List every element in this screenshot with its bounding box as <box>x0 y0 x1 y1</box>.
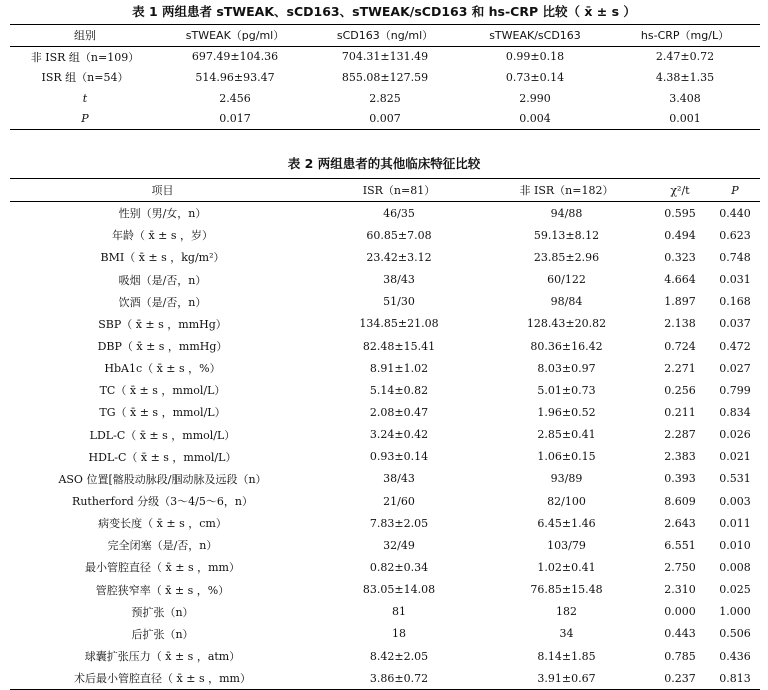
table1-header-hscrp: hs-CRP（mg/L） <box>610 25 760 47</box>
table-cell: 21/60 <box>383 494 415 508</box>
table-cell: 0.323 <box>664 250 696 264</box>
table-cell: 0.026 <box>719 428 751 442</box>
table-cell: 23.85±2.96 <box>533 250 600 264</box>
table-cell: 0.799 <box>719 383 751 397</box>
table-cell: 60/122 <box>547 273 586 287</box>
table-cell: 0.025 <box>719 583 751 597</box>
table-cell: 128.43±20.82 <box>526 317 607 331</box>
table-cell: 34 <box>559 627 574 641</box>
table-cell: 82/100 <box>547 494 586 508</box>
table-cell: 6.45±1.46 <box>537 516 596 530</box>
table-cell: 0.037 <box>719 317 751 331</box>
table1-caption: 表 1 两组患者 sTWEAK、sCD163、sTWEAK/sCD163 和 hs-CRP 比较（ x̄ ± s ） <box>132 4 636 19</box>
row-label: HDL-C（ x̄ ± s ，mmol/L） <box>88 450 237 464</box>
table-cell: 0.000 <box>664 605 696 619</box>
table-cell: 8.03±0.97 <box>537 361 596 375</box>
table-row <box>10 313 760 335</box>
table-cell: 0.724 <box>664 339 696 353</box>
row-label: DBP（ x̄ ± s ，mmHg） <box>97 340 228 354</box>
row-label: 性别（男/女，n） <box>118 207 207 221</box>
row-label: 预扩张（n） <box>131 605 194 619</box>
table-cell: 0.010 <box>719 538 751 552</box>
table2-header-item: 项目 <box>10 179 315 202</box>
table-cell: 8.42±2.05 <box>369 649 429 663</box>
table-cell: 93/89 <box>550 472 583 486</box>
table-cell: 1.897 <box>664 295 696 309</box>
table-cell: 2.08±0.47 <box>369 405 429 419</box>
table-cell: 5.01±0.73 <box>537 383 596 397</box>
table-cell: 0.237 <box>664 671 696 685</box>
table-row <box>10 202 760 225</box>
row-label: 管腔狭窄率（ x̄ ± s ，%） <box>95 583 230 597</box>
row-label: Rutherford 分级（3～4/5～6，n） <box>72 495 253 509</box>
table2-header-p: P <box>710 179 760 202</box>
table1-header-ratio: sTWEAK/sCD163 <box>460 25 610 47</box>
table1-header-stweak: sTWEAK（pg/ml） <box>160 25 310 47</box>
table-cell: 2.271 <box>664 361 696 375</box>
row-label: 完全闭塞（是/否，n） <box>107 539 218 553</box>
table-cell: 0.494 <box>664 228 696 242</box>
table-cell: 0.623 <box>719 228 751 242</box>
table-cell: 7.83±2.05 <box>369 516 429 530</box>
table-cell: 6.551 <box>664 538 696 552</box>
table1-body <box>10 46 760 129</box>
table-row <box>10 512 760 534</box>
table-cell: 855.08±127.59 <box>341 70 429 84</box>
table-cell: 0.595 <box>664 206 696 220</box>
table-cell: 0.813 <box>719 671 751 685</box>
table-cell: 4.664 <box>664 273 696 287</box>
table-row <box>10 645 760 667</box>
table-cell: 76.85±15.48 <box>530 583 603 597</box>
table-row <box>10 67 760 88</box>
table-cell: 514.96±93.47 <box>195 70 275 84</box>
row-label: 球囊扩张压力（ x̄ ± s ，atm） <box>84 650 241 664</box>
table-cell: 0.004 <box>519 112 551 126</box>
row-label: SBP（ x̄ ± s ，mmHg） <box>98 317 227 331</box>
table-cell: 0.436 <box>719 649 751 663</box>
row-label: LDL-C（ x̄ ± s ，mmol/L） <box>89 428 236 442</box>
row-label: 病变长度（ x̄ ± s ，cm） <box>98 517 227 531</box>
table-row <box>10 224 760 246</box>
table2-caption: 表 2 两组患者的其他临床特征比较 <box>287 156 481 171</box>
table-cell: 0.011 <box>719 516 751 530</box>
row-label: TC（ x̄ ± s ，mmol/L） <box>99 384 226 398</box>
table-cell: 38/43 <box>383 472 415 486</box>
table-row <box>10 108 760 129</box>
table-row <box>10 269 760 291</box>
table-cell: 0.73±0.14 <box>505 70 565 84</box>
table-cell: 0.82±0.34 <box>369 560 429 574</box>
table-row <box>10 335 760 357</box>
table-row <box>10 88 760 109</box>
table2-header-stat: χ²/t <box>650 179 710 202</box>
table-cell: 98/84 <box>550 295 583 309</box>
table-cell: 0.440 <box>719 206 751 220</box>
table-cell: 2.643 <box>664 516 696 530</box>
table-row <box>10 534 760 556</box>
row-label: 术后最小管腔直径（ x̄ ± s ，mm） <box>74 672 251 686</box>
table-cell: 0.506 <box>719 627 751 641</box>
table-cell: 0.021 <box>719 450 751 464</box>
table-cell: 103/79 <box>547 538 586 552</box>
table-cell: 134.85±21.08 <box>359 317 439 331</box>
table2-header-non-isr: 非 ISR（n=182） <box>483 179 650 202</box>
table-row <box>10 46 760 67</box>
table-row <box>10 424 760 446</box>
table-cell: 38/43 <box>383 273 415 287</box>
table-cell: 1.000 <box>719 605 751 619</box>
table-cell: 2.138 <box>664 317 696 331</box>
table-cell: 94/88 <box>550 206 583 220</box>
table-cell: 4.38±1.35 <box>655 70 715 84</box>
table-cell: 0.93±0.14 <box>369 450 429 464</box>
table-cell: 23.42±3.12 <box>366 250 432 264</box>
table-cell: 3.24±0.42 <box>369 428 429 442</box>
table-row <box>10 246 760 268</box>
row-label: 饮酒（是/否，n） <box>118 295 207 309</box>
table-row <box>10 468 760 490</box>
table-cell: 82.48±15.41 <box>362 339 436 353</box>
table-cell: 697.49±104.36 <box>191 50 279 64</box>
table-cell: 0.393 <box>664 472 696 486</box>
table-cell: 8.609 <box>664 494 696 508</box>
table-cell: 0.834 <box>719 405 751 419</box>
table-cell: 0.027 <box>719 361 751 375</box>
row-label: ISR 组（n=54） <box>41 71 129 85</box>
table-cell: 2.750 <box>664 560 696 574</box>
table-cell: 1.96±0.52 <box>537 405 596 419</box>
table-cell: 80.36±16.42 <box>530 339 603 353</box>
table-cell: 3.408 <box>669 91 701 105</box>
row-label: 年龄（ x̄ ± s ，岁） <box>111 229 214 243</box>
table-cell: 18 <box>392 627 406 641</box>
row-label: 最小管腔直径（ x̄ ± s ，mm） <box>85 561 240 575</box>
table-row <box>10 490 760 512</box>
table-row <box>10 291 760 313</box>
table-cell: 59.13±8.12 <box>533 228 600 242</box>
row-label: P <box>81 112 89 126</box>
table-cell: 0.008 <box>719 560 751 574</box>
table-cell: 2.990 <box>519 91 551 105</box>
table-row <box>10 601 760 623</box>
table-cell: 2.310 <box>664 583 696 597</box>
table-cell: 46/35 <box>383 206 415 220</box>
table-cell: 0.003 <box>719 494 751 508</box>
table-cell: 2.85±0.41 <box>537 428 596 442</box>
table-cell: 0.168 <box>719 295 751 309</box>
table2-header-row <box>10 179 760 202</box>
table-row <box>10 379 760 401</box>
table-cell: 0.531 <box>719 472 751 486</box>
table-row <box>10 357 760 379</box>
row-label: TG（ x̄ ± s ，mmol/L） <box>99 406 226 420</box>
table-row <box>10 556 760 578</box>
table-cell: 2.383 <box>664 450 696 464</box>
table-cell: 0.472 <box>719 339 751 353</box>
table-row <box>10 623 760 645</box>
table-cell: 0.031 <box>719 273 751 287</box>
table1 <box>10 24 760 130</box>
table-cell: 8.14±1.85 <box>537 649 596 663</box>
table-cell: 0.001 <box>669 112 701 126</box>
row-label: HbA1c（ x̄ ± s ，%） <box>104 362 221 376</box>
table-cell: 32/49 <box>383 538 415 552</box>
table-cell: 0.748 <box>719 250 751 264</box>
table-cell: 0.99±0.18 <box>505 50 565 64</box>
table-cell: 0.017 <box>219 112 251 126</box>
row-label: ASO 位置[髂股动脉段/腘动脉及远段（n） <box>58 472 267 486</box>
table-row <box>10 579 760 601</box>
table1-header-group: 组别 <box>10 25 160 47</box>
table-cell: 0.443 <box>664 627 696 641</box>
table-cell: 51/30 <box>383 295 415 309</box>
table-cell: 0.256 <box>664 383 696 397</box>
table-cell: 1.02±0.41 <box>537 560 596 574</box>
row-label: 非 ISR 组（n=109） <box>30 50 140 64</box>
table-cell: 60.85±7.08 <box>366 228 432 242</box>
table2-header-isr: ISR（n=81） <box>315 179 483 202</box>
table1-header-scd163: sCD163（ng/ml） <box>310 25 460 47</box>
table-row <box>10 401 760 423</box>
table-cell: 0.785 <box>664 649 696 663</box>
table-cell: 81 <box>392 605 406 619</box>
table-cell: 0.211 <box>664 405 696 419</box>
table-cell: 3.91±0.67 <box>537 671 596 685</box>
table-cell: 5.14±0.82 <box>369 383 429 397</box>
table2-body <box>10 202 760 690</box>
table-cell: 0.007 <box>369 112 401 126</box>
table-cell: 83.05±14.08 <box>362 583 436 597</box>
table-cell: 2.287 <box>664 428 696 442</box>
table-cell: 8.91±1.02 <box>369 361 429 375</box>
table-row <box>10 667 760 690</box>
table-cell: 2.825 <box>369 91 401 105</box>
table-cell: 1.06±0.15 <box>537 450 596 464</box>
table2 <box>10 178 760 690</box>
table1-header-row <box>10 25 760 47</box>
table-cell: 3.86±0.72 <box>369 671 429 685</box>
table-cell: 2.47±0.72 <box>655 50 715 64</box>
table-cell: 704.31±131.49 <box>341 50 429 64</box>
table-row <box>10 446 760 468</box>
row-label: 后扩张（n） <box>131 627 194 641</box>
table-cell: 2.456 <box>219 91 251 105</box>
row-label: t <box>82 91 88 105</box>
row-label: BMI（ x̄ ± s ，kg/m²） <box>100 251 225 265</box>
row-label: 吸烟（是/否，n） <box>118 273 207 287</box>
table-cell: 182 <box>556 605 577 619</box>
